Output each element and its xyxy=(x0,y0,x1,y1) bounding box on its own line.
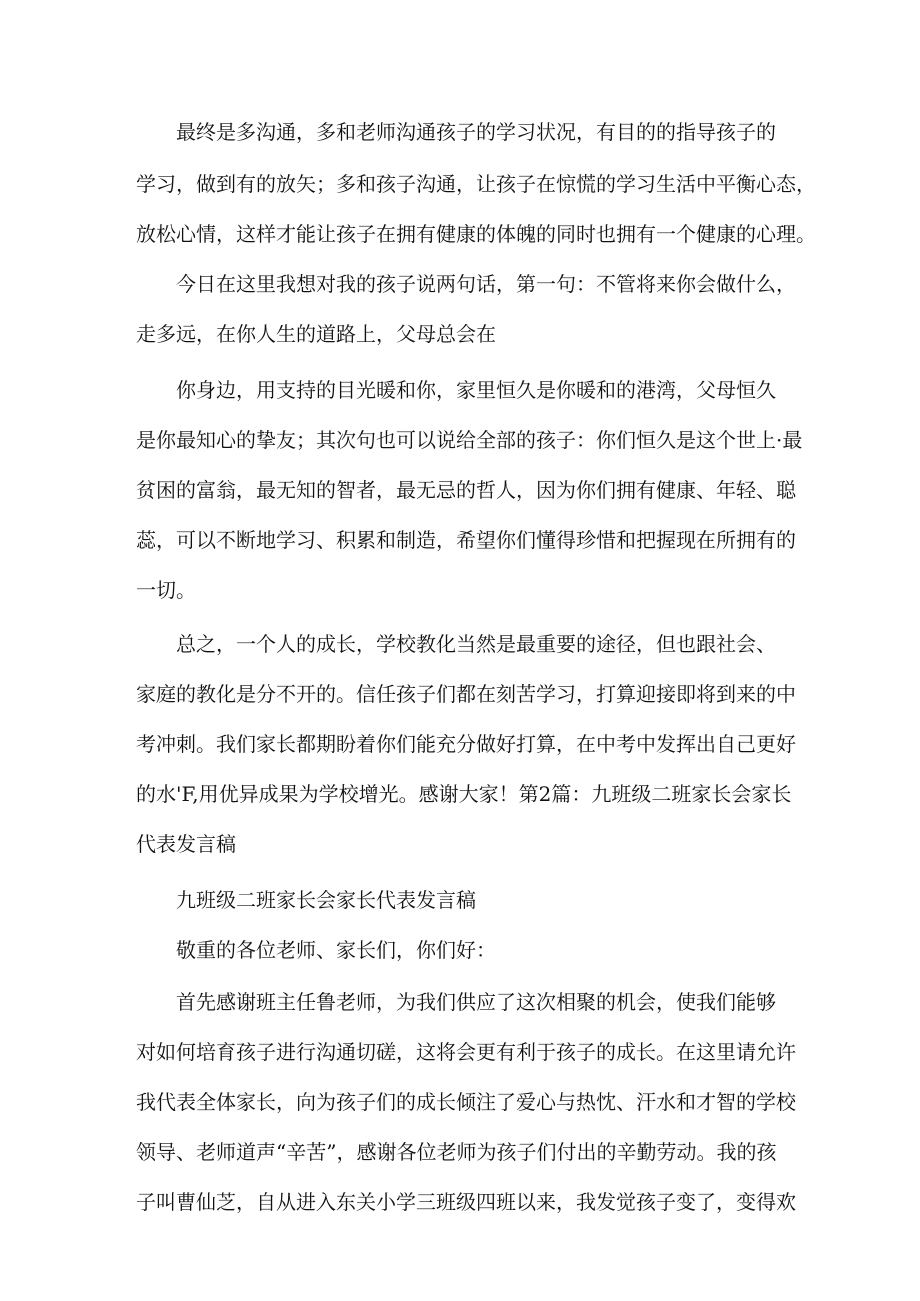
text-line: 是你最知心的挚友；其次句也可以说给全部的孩子：你们恒久是这个世上·最 xyxy=(136,428,803,452)
text-line: 我代表全体家长，向为孩子们的成长倾注了爱心与热忱、汗水和才智的学校 xyxy=(136,1090,796,1114)
text-line: 的水'F,用优异成果为学校增光。感谢大家！第2篇：九班级二班家长会家长 xyxy=(136,782,792,806)
text-line: 领导、老师道声“辛苦”，感谢各位老师为孩子们付出的辛勤劳动。我的孩 xyxy=(136,1140,777,1164)
text-line: 放松心情，这样才能让孩子在拥有健康的体魄的同时也拥有一个健康的心理。 xyxy=(136,222,816,246)
text-line: 考冲刺。我们家长都期盼着你们能充分做好打算，在中考中发挥出自己更好 xyxy=(136,732,796,756)
text-line: 走多远，在你人生的道路上，父母总会在 xyxy=(136,322,496,346)
text-line: 学习，做到有的放矢；多和孩子沟通，让孩子在惊慌的学习生活中平衡心态， xyxy=(136,172,816,196)
text-line: 总之，一个人的成长，学校教化当然是最重要的途径，但也跟社会、 xyxy=(176,632,776,656)
text-line: 代表发言稿 xyxy=(136,832,236,856)
text-line: 贫困的富翁，最无知的智者，最无忌的哲人，因为你们拥有健康、年轻、聪 xyxy=(136,478,796,502)
text-line: 对如何培育孩子进行沟通切磋，这将会更有利于孩子的成长。在这里请允许 xyxy=(136,1040,796,1064)
text-line: 子叫曹仙芝，自从进入东关小学三班级四班以来，我发觉孩子变了，变得欢 xyxy=(136,1190,796,1214)
heading-line: 九班级二班家长会家长代表发言稿 xyxy=(176,888,476,912)
text-line: 蕊，可以不断地学习、积累和制造，希望你们懂得珍惜和把握现在所拥有的 xyxy=(136,528,796,552)
text-line: 一切。 xyxy=(136,578,196,602)
text-line: 家庭的教化是分不开的。信任孩子们都在刻苦学习，打算迎接即将到来的中 xyxy=(136,682,796,706)
text-line: 首先感谢班主任鲁老师，为我们供应了这次相聚的机会，使我们能够 xyxy=(176,990,776,1014)
text-line: 今日在这里我想对我的孩子说两句话，第一句：不管将来你会做什么， xyxy=(176,272,796,296)
salutation-line: 敬重的各位老师、家长们，你们好： xyxy=(176,938,496,962)
text-line: 你身边，用支持的目光暖和你，家里恒久是你暖和的港湾，父母恒久 xyxy=(176,378,776,402)
text-line: 最终是多沟通，多和老师沟通孩子的学习状况，有目的的指导孩子的 xyxy=(176,120,776,144)
